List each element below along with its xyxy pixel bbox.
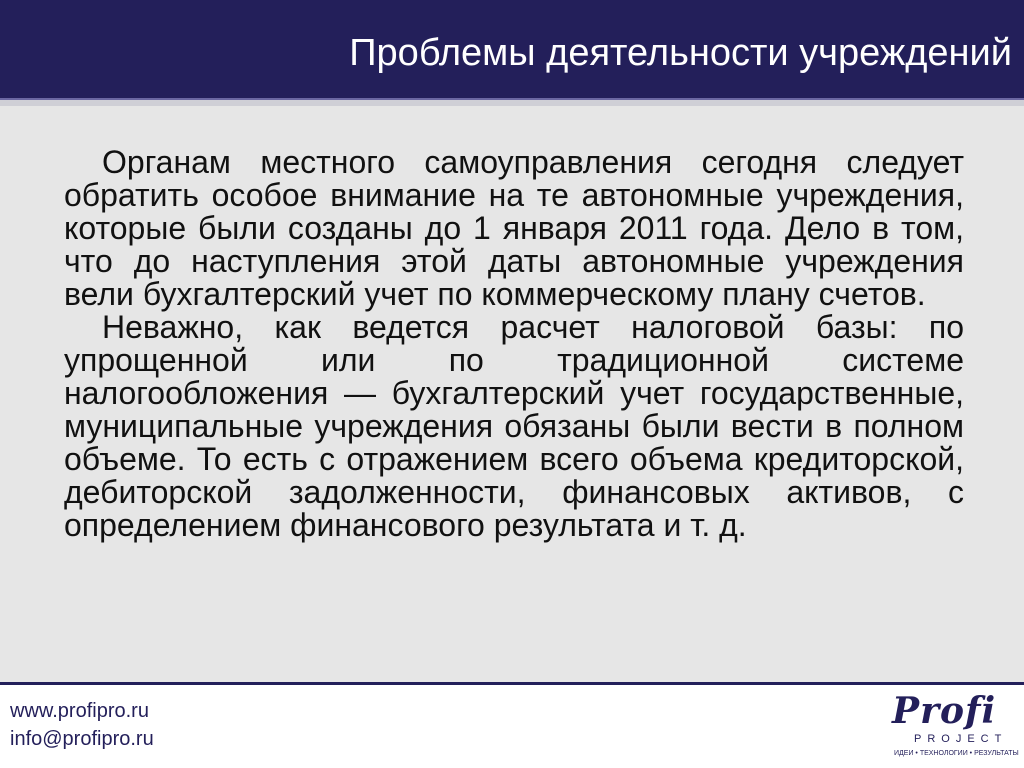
profi-project-logo: [886, 690, 1019, 765]
paragraph-2: Неважно, как ведется расчет налоговой базы: по упрощенной или по традиционной системе налогообложения — бухгалтерский учет государственные, муниципальные учреждения обязаны были вести в полном объеме. То есть с отражением всего объема кредиторской, дебиторской задолженности, финансовых активов, с определением финансового результата и т. д.: [64, 309, 964, 543]
footer: [0, 685, 1024, 768]
logo-subtitle: PROJECT: [914, 733, 1008, 745]
paragraph-1: Органам местного самоуправления сегодня следует обратить особое внимание на те автономные учреждения, которые были созданы до 1 января 2011 года. Дело в том, что до наступления этой даты автономные учреждения вели бухгалтерский учет по коммерческому плану счетов.: [64, 144, 964, 312]
website-link[interactable]: www.profipro.ru: [10, 700, 149, 722]
logo-wordmark: Profi: [892, 690, 997, 732]
logo-tagline: ИДЕИ • ТЕХНОЛОГИИ • РЕЗУЛЬТАТЫ: [894, 750, 1019, 757]
slide-title: Проблемы деятельности учреждений: [349, 32, 1012, 74]
slide-body: [64, 146, 964, 542]
header-divider: [0, 100, 1024, 106]
email-link[interactable]: info@profipro.ru: [10, 728, 154, 750]
header-bar: [0, 0, 1024, 100]
